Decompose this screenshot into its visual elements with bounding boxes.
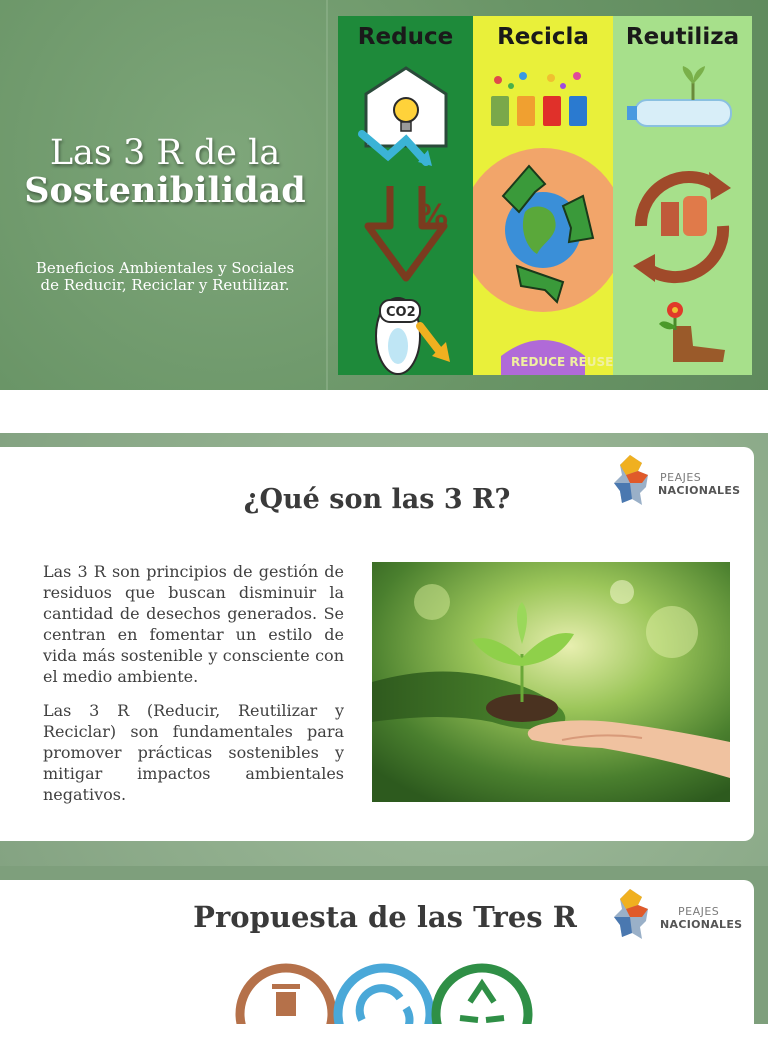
reduce-heading: Reduce <box>357 24 454 50</box>
logo-line-2: NACIONALES <box>658 484 741 497</box>
percent-down-icon <box>368 186 448 278</box>
divider <box>326 0 328 390</box>
reuse-heading: Reutiliza <box>625 24 740 50</box>
slide-subtitle: Beneficios Ambientales y Sociales de Reducir, Reciclar y Reutilizar. <box>35 259 295 294</box>
slide-gap <box>0 390 768 436</box>
recycle-icon <box>436 968 528 1024</box>
section-title: ¿Qué son las 3 R? <box>243 484 511 515</box>
recycle-heading: Recicla <box>497 24 589 50</box>
title-line-1: Las 3 R de la <box>49 133 281 173</box>
house-bulb-icon <box>362 68 446 166</box>
reduce-reuse-badge-icon <box>501 340 613 375</box>
svg-text:%: % <box>418 199 449 234</box>
recycle-column <box>473 16 613 375</box>
logo-line-1: PEAJES <box>678 905 720 918</box>
three-r-icons <box>232 962 542 1024</box>
svg-text:CO2: CO2 <box>386 305 416 320</box>
reduce-illustrations <box>338 16 473 375</box>
photo-illustration <box>372 562 730 802</box>
paragraph-1: Las 3 R son principios de gestión de residuos que buscan disminuir la cantidad de desechos generados. Se centran en fomentar un estilo de vida más sostenible y consciente con el medio ambiente. <box>43 562 344 686</box>
slide-title <box>20 134 310 210</box>
paragraph-2: Las 3 R (Reducir, Reutilizar y Reciclar) son fundamentales para promover prácticas sostenibles y mitigar impactos ambientales negativos. <box>43 701 344 804</box>
reduce-column <box>338 16 473 375</box>
logo-line-1: PEAJES <box>660 471 702 484</box>
reuse-illustrations <box>613 16 752 375</box>
reuse-cycle-arrows-icon <box>633 172 731 282</box>
co2-footprint-icon <box>376 298 450 374</box>
logo-line-2: NACIONALES <box>660 918 743 931</box>
recycling-bins-icon <box>491 72 587 126</box>
reduce-down-arrow-icon <box>240 968 332 1024</box>
three-r-poster <box>338 16 752 375</box>
hands-plant-photo <box>372 562 730 802</box>
section-title-2: Propuesta de las Tres R <box>193 900 577 934</box>
svg-text:REDUCE REUSE: REDUCE REUSE <box>511 355 613 369</box>
reuse-cycle-icon <box>338 968 430 1024</box>
recycle-illustrations <box>473 16 613 375</box>
bottle-plant-icon <box>627 66 731 126</box>
earth-recycle-icon <box>473 148 613 312</box>
reuse-column <box>613 16 752 375</box>
boot-flower-icon <box>659 302 725 362</box>
title-line-2: Sostenibilidad <box>24 170 306 211</box>
